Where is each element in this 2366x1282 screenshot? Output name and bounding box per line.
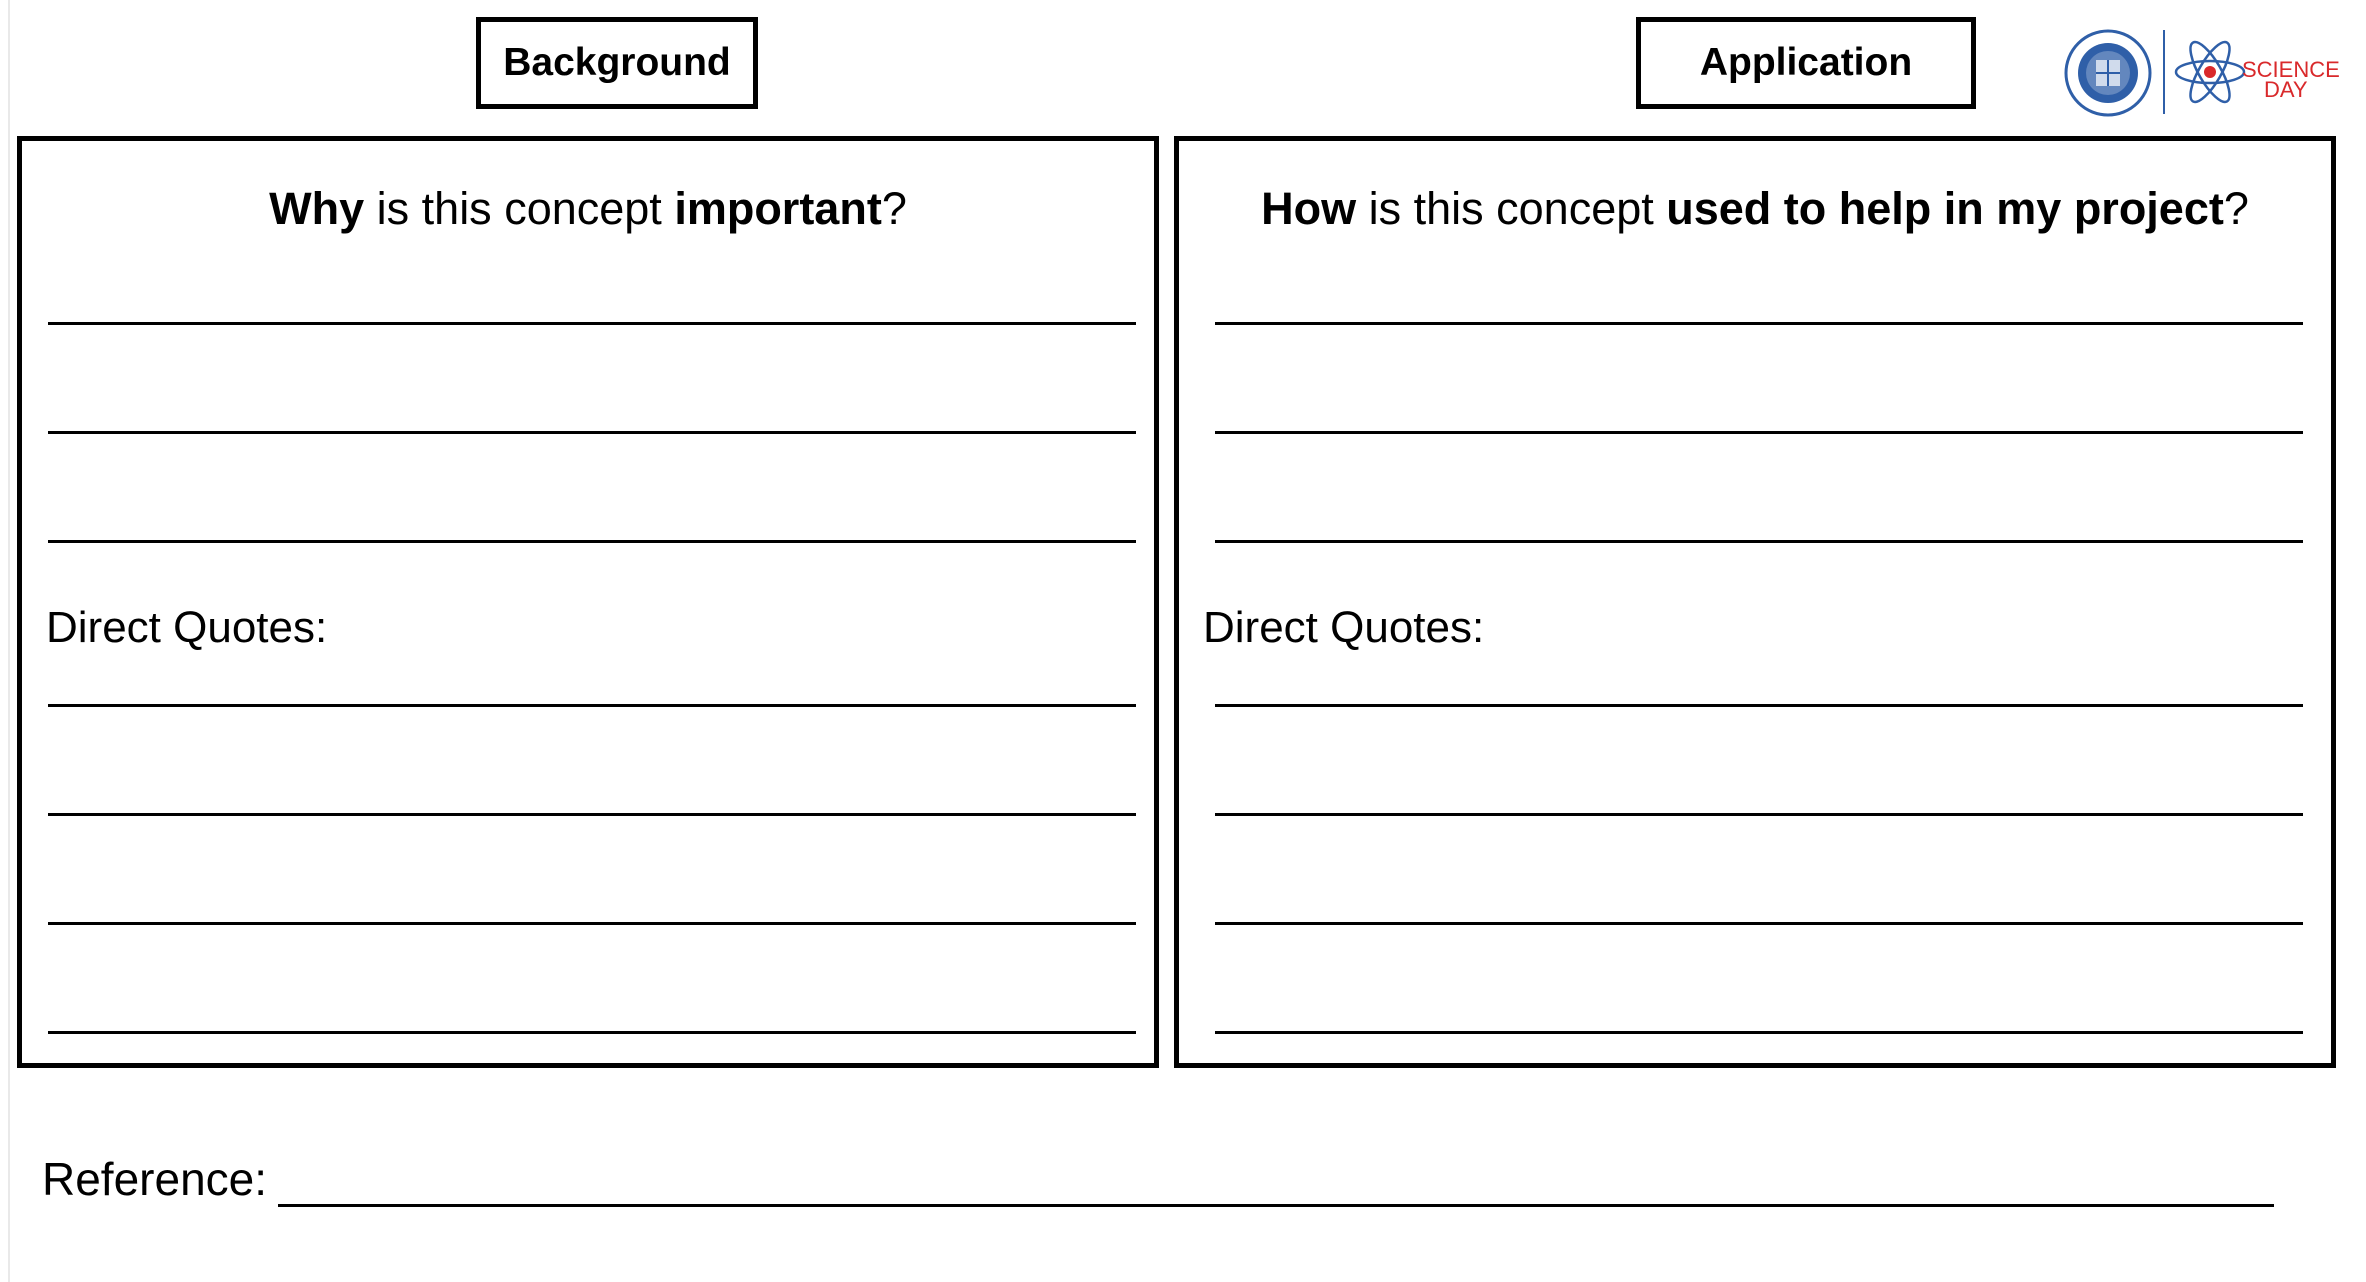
brand-line1: SCIENCE bbox=[2242, 57, 2340, 82]
quote-line[interactable] bbox=[1215, 922, 2303, 925]
quote-line[interactable] bbox=[48, 704, 1136, 707]
question-mark: ? bbox=[2223, 183, 2249, 234]
ohio-academy-science-day-logo bbox=[2060, 28, 2340, 118]
answer-line[interactable] bbox=[1215, 322, 2303, 325]
answer-line[interactable] bbox=[48, 431, 1136, 434]
quote-line[interactable] bbox=[1215, 813, 2303, 816]
application-panel bbox=[1174, 136, 2336, 1068]
heart-icon bbox=[2204, 66, 2216, 78]
quote-line[interactable] bbox=[1215, 704, 2303, 707]
question-emphasis: important bbox=[674, 183, 882, 234]
question-emphasis: used to help in my project bbox=[1666, 183, 2224, 234]
application-label: Application bbox=[1699, 41, 1913, 84]
background-question bbox=[22, 183, 1154, 235]
reference-line[interactable] bbox=[278, 1204, 2274, 1207]
answer-line[interactable] bbox=[48, 322, 1136, 325]
page-edge bbox=[8, 0, 10, 1282]
question-mark: ? bbox=[881, 183, 907, 234]
answer-line[interactable] bbox=[1215, 431, 2303, 434]
direct-quotes-label: Direct Quotes: bbox=[1203, 603, 1485, 652]
background-label-box bbox=[476, 17, 758, 109]
question-emphasis: How bbox=[1261, 183, 1357, 234]
background-panel bbox=[17, 136, 1159, 1068]
quote-line[interactable] bbox=[1215, 1031, 2303, 1034]
answer-line[interactable] bbox=[1215, 540, 2303, 543]
application-label-box bbox=[1636, 17, 1976, 109]
question-text: is this concept bbox=[1356, 183, 1667, 234]
question-emphasis: Why bbox=[269, 183, 365, 234]
question-text: is this concept bbox=[364, 183, 675, 234]
brand-line2: DAY bbox=[2264, 77, 2308, 102]
answer-line[interactable] bbox=[48, 540, 1136, 543]
application-question bbox=[1179, 183, 2331, 235]
background-label: Background bbox=[503, 41, 731, 84]
quote-line[interactable] bbox=[48, 813, 1136, 816]
quote-line[interactable] bbox=[48, 1031, 1136, 1034]
reference-label: Reference: bbox=[42, 1153, 268, 1205]
quote-line[interactable] bbox=[48, 922, 1136, 925]
direct-quotes-label: Direct Quotes: bbox=[46, 603, 328, 652]
